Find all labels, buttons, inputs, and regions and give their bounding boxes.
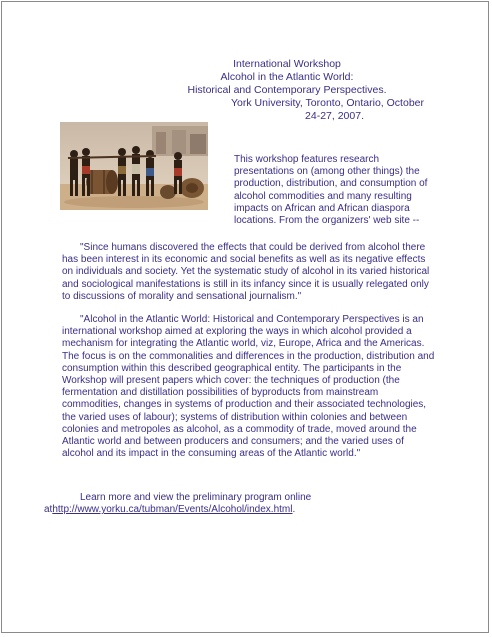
learn-more-suffix: . <box>292 504 296 516</box>
learn-more-prefix: at <box>44 504 53 516</box>
title-line-3: Historical and Contemporary Perspectives. <box>187 84 387 96</box>
title-line-2: Alcohol in the Atlantic World: <box>220 71 354 83</box>
title-line-4: York University, Toronto, Ontario, October <box>231 97 424 109</box>
quote-paragraph-2: "Alcohol in the Atlantic World: Historical and Contemporary Perspectives is an international workshop aimed at exploring the ways in which alcohol provided a mechanism for integrating the Atlantic world, viz, Europe, Africa and the Americas. The focus is on the commonalities and differences in the production, distribution and consumption within this described geographical entity. The participants in the Workshop will present papers which cover: the techniques of production (the fermentation and distillation possibilities of byproducts from mainstream commodities, changes in systems of production and their associated technologies, the varied uses of labour); systems of distribution within colonies and between colonies and metropoles as alcohol, as a commodity of trade, moved around the Atlantic world and between producers and consumers; and the varied uses of alcohol and its impact in the consuming areas of the Atlantic world." <box>62 314 435 460</box>
intro-paragraph: This workshop features research presentations on (among other things) the production, distribution, and consumption of alcohol commodities and many resulting impacts on African and African diaspora locations. From the organizers' web site -- <box>234 154 428 227</box>
workshop-link[interactable]: http://www.yorku.ca/tubman/Events/Alcohol/index.html <box>52 504 293 516</box>
learn-more-text: Learn more and view the preliminary program online <box>80 492 312 503</box>
title-line-1: International Workshop <box>233 58 341 70</box>
quote-paragraph-1: "Since humans discovered the effects that could be derived from alcohol there has been interest in its economic and social benefits as well as its negative effects on individuals and society. Yet the systematic study of alcohol in its varied historical and sociological manifestations is still in its infancy since it is usually relegated only to discussions of morality and sensational journalism." <box>62 242 430 302</box>
title-line-5: 24-27, 2007. <box>305 110 364 122</box>
rum-barrel-illustration <box>60 122 208 210</box>
title-block <box>142 58 432 123</box>
learn-more-line-2 <box>44 504 295 516</box>
learn-more-paragraph <box>44 492 438 516</box>
document-page <box>1 1 489 633</box>
